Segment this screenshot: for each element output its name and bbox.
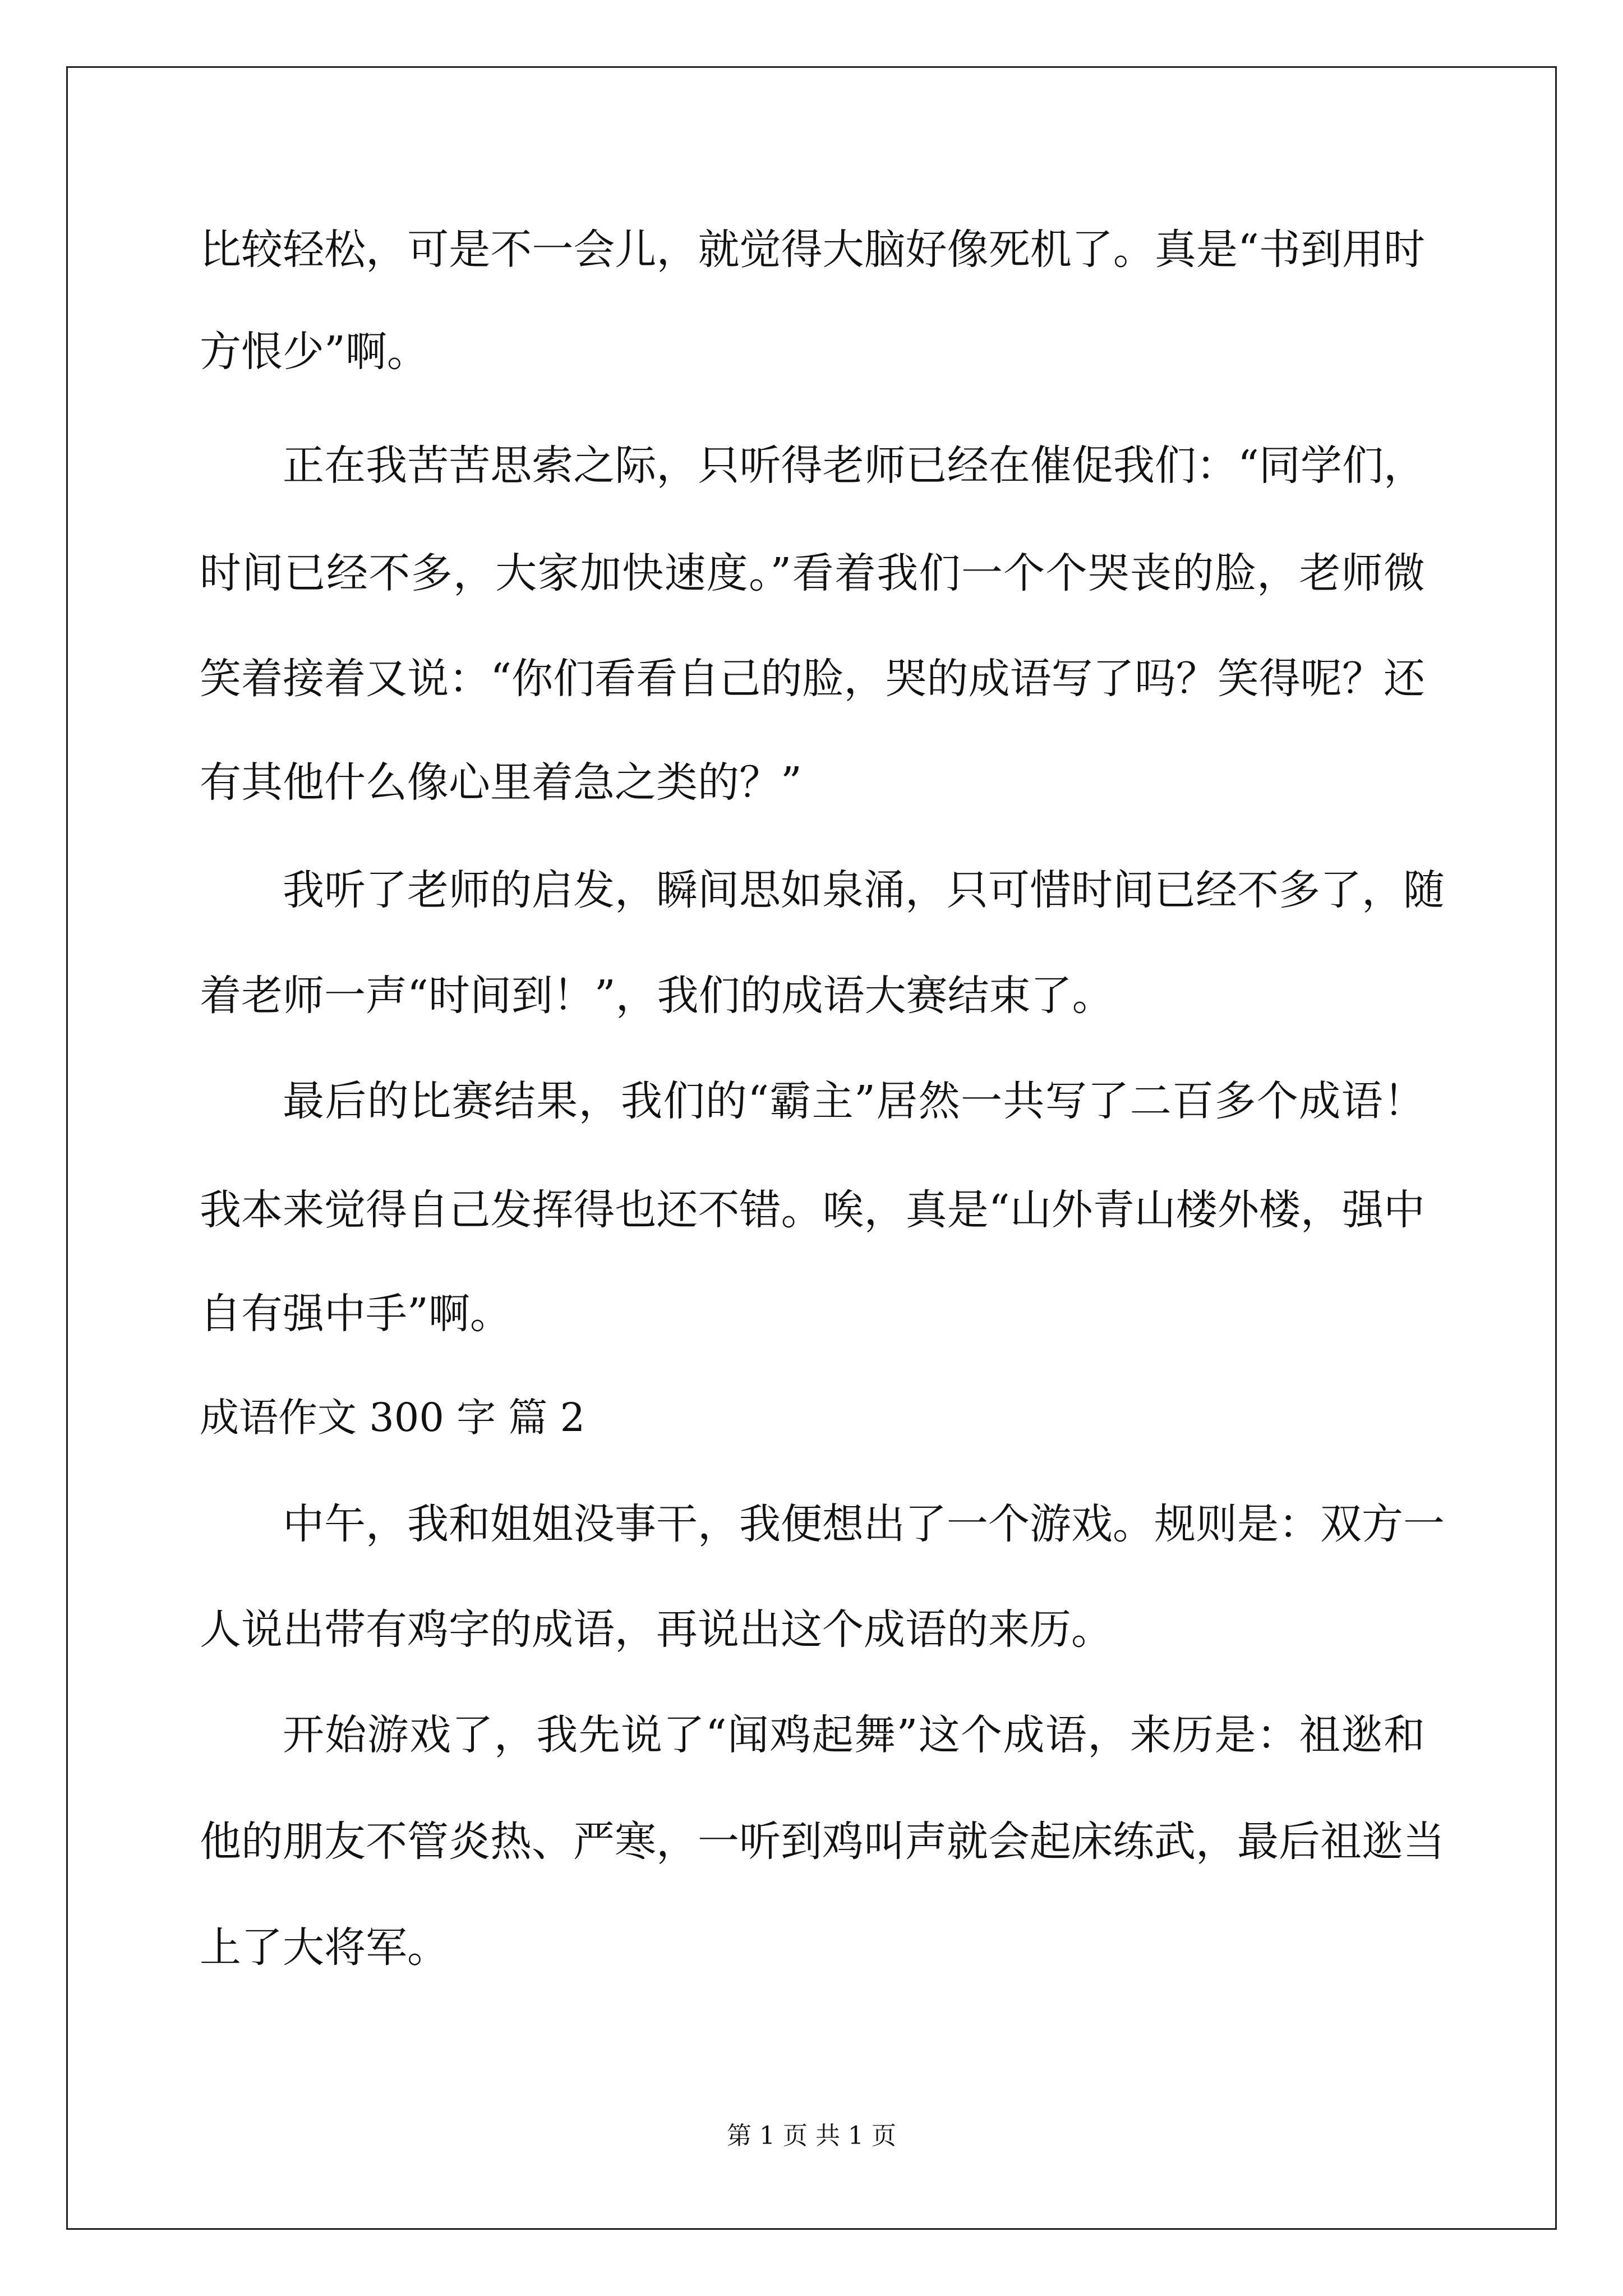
paragraph-line: 正在我苦苦思索之际，只听得老师已经在催促我们：“同学们， [283,441,1425,490]
paragraph-line: 有其他什么像心里着急之类的？” [200,758,802,807]
paragraph-line: 我听了老师的启发，瞬间思如泉涌，只可惜时间已经不多了，随 [283,866,1445,914]
paragraph-line: 最后的比赛结果，我们的“霸主”居然一共写了二百多个成语！ [283,1077,1425,1125]
paragraph-line: 自有强中手”啊。 [200,1290,511,1338]
paragraph-line: 上了大将军。 [200,1924,449,1972]
paragraph-line: 着老师一声“时间到！”，我们的成语大赛结束了。 [200,972,1114,1020]
section-heading: 成语作文 300 字 篇 2 [200,1395,585,1441]
paragraph-line: 方恨少”啊。 [200,328,428,376]
page-number-footer: 第 1 页 共 1 页 [727,2122,896,2150]
paragraph-line: 时间已经不多，大家加快速度。”看着我们一个个哭丧的脸，老师微 [200,549,1425,597]
paragraph-line: 中午，我和姐姐没事干，我便想出了一个游戏。规则是：双方一 [283,1500,1445,1548]
paragraph-line: 开始游戏了，我先说了“闻鸡起舞”这个成语，来历是：祖逖和 [283,1711,1425,1759]
paragraph-line: 他的朋友不管炎热、严寒，一听到鸡叫声就会起床练武，最后祖逖当 [200,1818,1445,1866]
paragraph-line: 笑着接着又说：“你们看看自己的脸，哭的成语写了吗？笑得呢？还 [200,655,1425,703]
paragraph-line: 人说出带有鸡字的成语，再说出这个成语的来历。 [200,1605,1113,1654]
paragraph-line: 比较轻松，可是不一会儿，就觉得大脑好像死机了。真是“书到用时 [200,226,1425,274]
paragraph-line: 我本来觉得自己发挥得也还不错。唉，真是“山外青山楼外楼，强中 [200,1186,1425,1234]
page-border [66,66,1557,2230]
